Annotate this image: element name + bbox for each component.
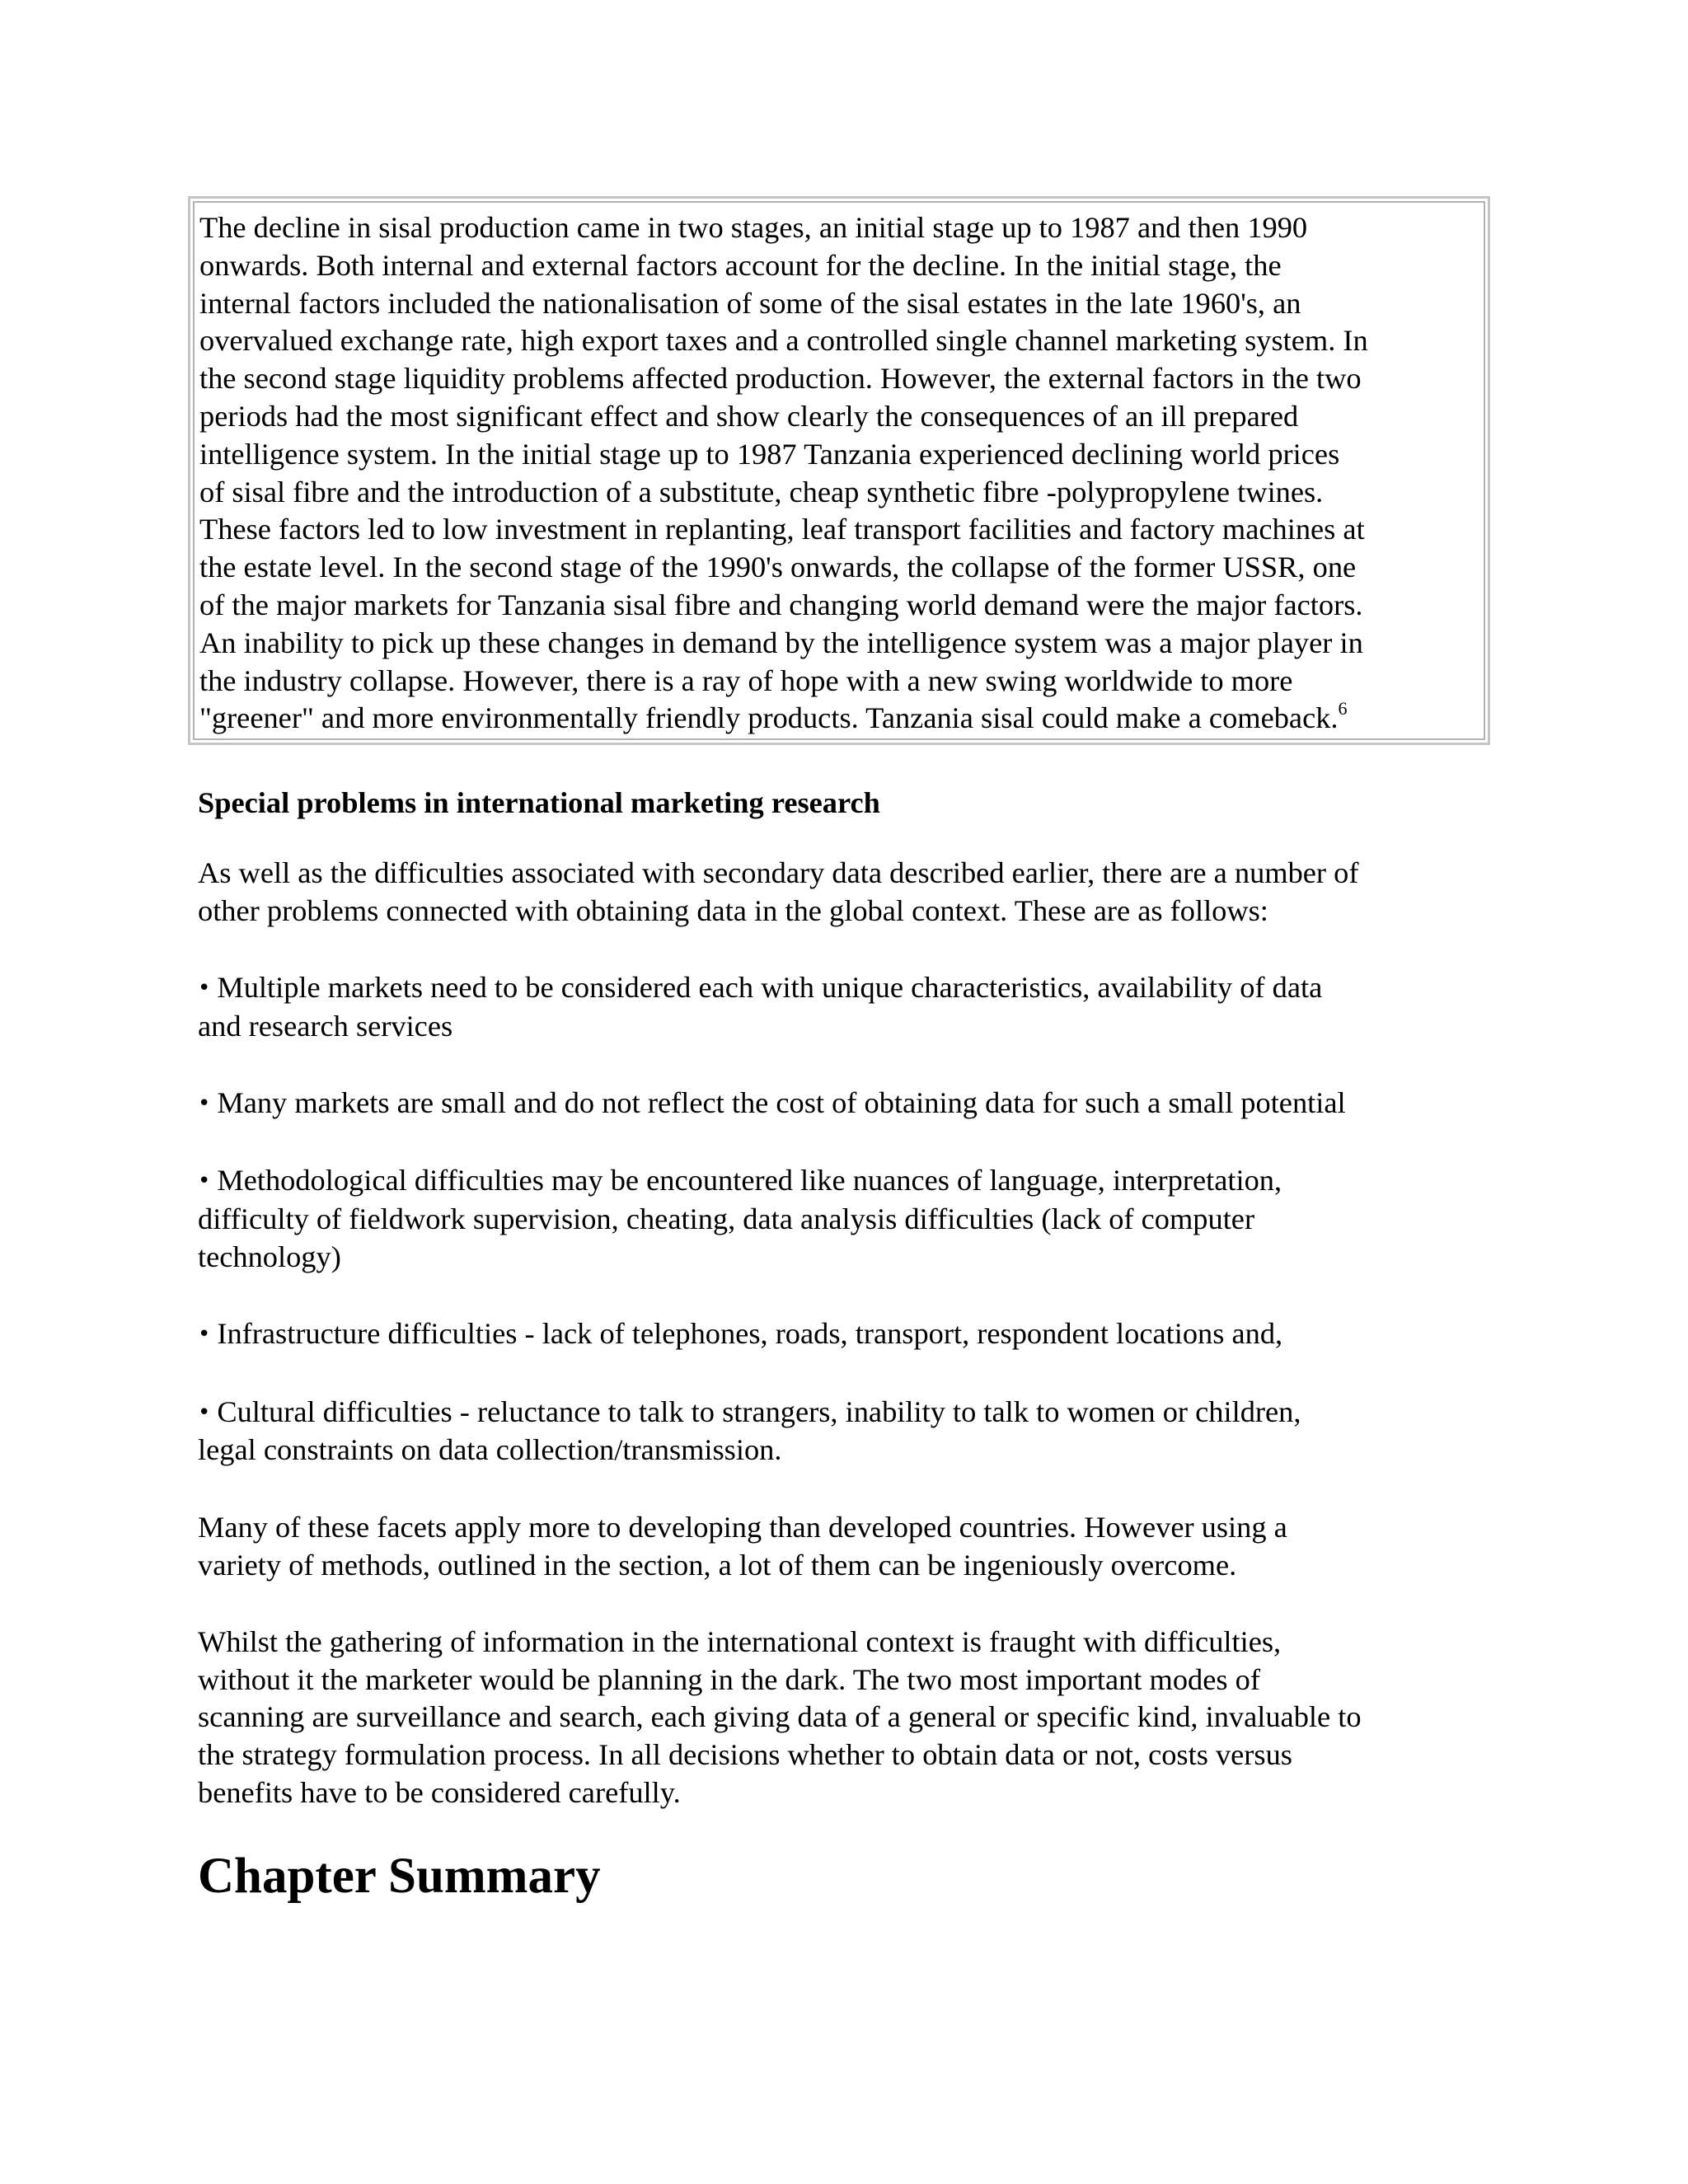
paragraph-line: variety of methods, outlined in the section, a lot of them can be ingeniously overcome.	[198, 1548, 1237, 1582]
paragraph-line: As well as the difficulties associated with secondary data described earlier, there are a number of	[198, 856, 1359, 889]
bullet-icon: •	[198, 1169, 211, 1194]
case-line: These factors led to low investment in replanting, leaf transport facilities and factory machines at	[199, 513, 1365, 546]
bullet-icon: •	[198, 1322, 211, 1347]
bullet-icon: •	[198, 976, 211, 1001]
paragraph-line	[198, 1162, 1500, 1201]
case-line: of the major markets for Tanzania sisal fibre and changing world demand were the major factors.	[199, 588, 1363, 621]
paragraph-line: without it the marketer would be planning in the dark. The two most important modes of	[198, 1662, 1260, 1696]
case-study-inner-border	[193, 201, 1485, 740]
paragraph-line	[198, 969, 1500, 1008]
case-line: overvalued exchange rate, high export taxes and a controlled single channel marketing system. In	[199, 324, 1368, 358]
section-heading: Special problems in international marketing research	[198, 786, 880, 819]
case-line: An inability to pick up these changes in demand by the intelligence system was a major player in	[199, 626, 1363, 659]
paragraph-line: and research services	[198, 1009, 453, 1043]
bullet-text: Infrastructure difficulties - lack of telephones, roads, transport, respondent locations and,	[217, 1317, 1283, 1351]
case-line: onwards. Both internal and external factors account for the decline. In the initial stage, the	[199, 248, 1282, 282]
paragraph-line	[198, 1085, 1500, 1123]
case-study-box	[188, 196, 1490, 745]
bullet-item	[198, 1315, 1500, 1354]
paragraph-line: other problems connected with obtaining data in the global context. These are as follows:	[198, 893, 1268, 927]
developing-paragraph	[198, 1509, 1500, 1585]
body-text	[198, 855, 1500, 1851]
bullet-item	[198, 1085, 1500, 1123]
bullet-item	[198, 1162, 1500, 1276]
case-line: the second stage liquidity problems affected production. However, the external factors in the two	[199, 362, 1362, 396]
bullet-item	[198, 969, 1500, 1046]
case-study-text	[199, 209, 1479, 738]
paragraph-line: benefits have to be considered carefully.	[198, 1776, 681, 1810]
paragraph-line: the strategy formulation process. In all decisions whether to obtain data or not, costs versus	[198, 1738, 1292, 1772]
intro-paragraph	[198, 855, 1500, 930]
paragraph-line: Many of these facets apply more to developing than developed countries. However using a	[198, 1510, 1287, 1544]
case-line: the estate level. In the second stage of the 1990's onwards, the collapse of the former USSR, one	[199, 551, 1357, 584]
chapter-title: Chapter Summary	[198, 1849, 601, 1904]
case-line: of sisal fibre and the introduction of a substitute, cheap synthetic fibre -polypropylene twines.	[199, 475, 1324, 509]
paragraph-line: Whilst the gathering of information in the international context is fraught with difficulties,	[198, 1624, 1282, 1658]
bullet-text: Cultural difficulties - reluctance to talk to strangers, inability to talk to women or children,	[217, 1394, 1301, 1428]
bullet-icon: •	[198, 1399, 211, 1425]
case-line: internal factors included the nationalisation of some of the sisal estates in the late 1960's, an	[199, 286, 1301, 320]
paragraph-line: scanning are surveillance and search, each giving data of a general or specific kind, invaluable to	[198, 1700, 1362, 1734]
bullet-item	[198, 1394, 1500, 1470]
bullet-text: Multiple markets need to be considered each with unique characteristics, availability of data	[217, 971, 1323, 1005]
case-line: periods had the most significant effect and show clearly the consequences of an ill prepared	[199, 399, 1299, 433]
case-line: The decline in sisal production came in two stages, an initial stage up to 1987 and then 1990	[199, 211, 1308, 244]
bullet-icon: •	[198, 1091, 211, 1117]
case-line-text: "greener" and more environmentally friendly products. Tanzania sisal could make a comeback.	[199, 701, 1339, 735]
case-line: intelligence system. In the initial stage up to 1987 Tanzania experienced declining world prices	[199, 437, 1340, 471]
case-line	[199, 700, 1479, 738]
bullet-text: Many markets are small and do not reflect the cost of obtaining data for such a small potential	[217, 1086, 1346, 1120]
paragraph-line: difficulty of fieldwork supervision, cheating, data analysis difficulties (lack of computer	[198, 1202, 1255, 1236]
whilst-paragraph	[198, 1624, 1500, 1812]
paragraph-line	[198, 1315, 1500, 1354]
bullet-text: Methodological difficulties may be encountered like nuances of language, interpretation,	[217, 1164, 1282, 1197]
footnote-marker: 6	[1338, 698, 1348, 719]
paragraph-line	[198, 1394, 1500, 1432]
case-line: the industry collapse. However, there is a ray of hope with a new swing worldwide to more	[199, 663, 1293, 697]
paragraph-line: legal constraints on data collection/transmission.	[198, 1433, 782, 1467]
paragraph-line: technology)	[198, 1240, 341, 1274]
